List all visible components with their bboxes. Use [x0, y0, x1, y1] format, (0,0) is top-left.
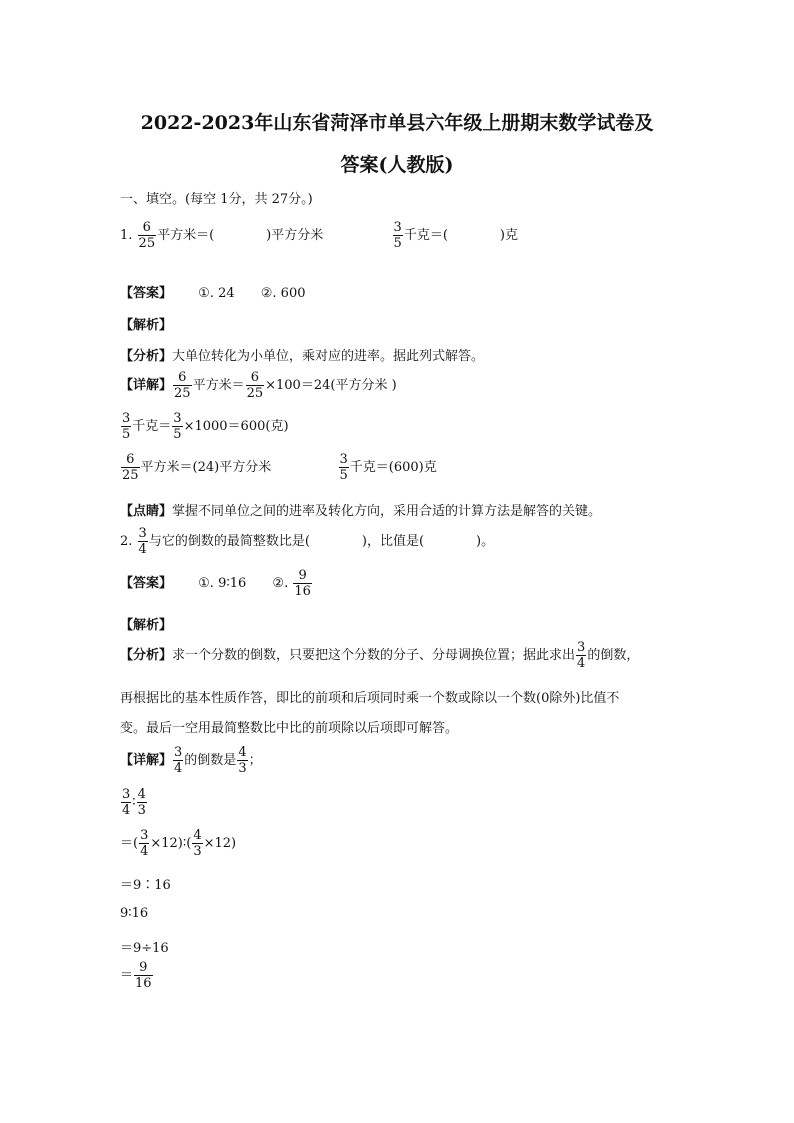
answer-1: ①. 24 — [198, 286, 235, 301]
xiangjie-line-2: $\frac{3}{5}$ 千克＝ $\frac{3}{5}$ ×1000＝600(克) — [122, 411, 289, 442]
question-text: 千克＝( )克 — [403, 228, 518, 243]
question-2 — [120, 526, 494, 557]
doc-title-line2: 答案(人教版) — [340, 154, 454, 176]
step-divide: ＝9÷16 — [120, 941, 169, 956]
question-text: 与它的倒数的最简整数比是( )，比值是( )。 — [148, 534, 495, 549]
step-ratio-2: 9∶16 — [120, 906, 149, 921]
xiangjie-line-1: 【详解】 $\frac{3}{4}$ 的倒数是 $\frac{4}{3}$ ； — [120, 745, 262, 776]
fenxi-line-1: 【分析】求一个分数的倒数，只要把这个分数的分子、分母调换位置；据此求出 $\frac{3}{4}$ 的倒数， — [120, 640, 640, 671]
fraction: $\frac{6}{25}$ — [138, 220, 156, 251]
jiexi-tag: 【解析】 — [120, 318, 173, 333]
question-1 — [120, 220, 518, 251]
fraction: $\frac{3}{5}$ — [393, 220, 402, 251]
answer-line — [120, 282, 306, 301]
fenxi-line-2: 再根据比的基本性质作答，即比的前项和后项同时乘一个数或除以一个数(0除外)比值不 — [120, 691, 620, 706]
xiangjie-line-1: 【详解】 $\frac{6}{25}$ 平方米＝ $\frac{6}{25}$ ×100＝24(平方分米 ) — [120, 370, 397, 401]
fenxi-line: 【分析】大单位转化为小单位，乘对应的进率。据此列式解答。 — [120, 349, 485, 364]
question-number: 1. — [120, 228, 133, 243]
answer-tag: 【答案】 — [120, 286, 173, 301]
xiangjie-line-3: $\frac{6}{25}$ 平方米＝(24)平方分米 $\frac{3}{5}$ 千克＝(600)克 — [122, 452, 437, 483]
step-final: ＝ $\frac{9}{16}$ — [120, 960, 152, 991]
question-text: 平方米＝( )平方分米 — [157, 228, 324, 243]
step-multiply: ＝( $\frac{3}{4}$ ×12)∶( $\frac{4}{3}$ ×12) — [120, 828, 237, 859]
section-heading: 一、填空。(每空 1分，共 27分。) — [120, 192, 313, 207]
question-number: 2. — [120, 534, 133, 549]
fenxi-line-3: 变。最后一空用最简整数比中比的前项除以后项即可解答。 — [120, 721, 459, 736]
step-ratio: $\frac{3}{4}$ ∶ $\frac{4}{3}$ — [122, 787, 146, 818]
fraction: $\frac{3}{4}$ — [138, 526, 147, 557]
dianjing-line: 【点睛】掌握不同单位之间的进率及转化方向，采用合适的计算方法是解答的关键。 — [120, 504, 602, 519]
jiexi-tag: 【解析】 — [120, 618, 173, 633]
step-result: ＝9∶16 — [120, 878, 171, 893]
answer-line: 【答案】 ①. 9∶16 ②. $\frac{9}{16}$ — [120, 568, 311, 599]
answer-2: ②. 600 — [260, 286, 306, 301]
doc-title-line1: 2022-2023年山东省菏泽市单县六年级上册期末数学试卷及 — [140, 112, 654, 134]
